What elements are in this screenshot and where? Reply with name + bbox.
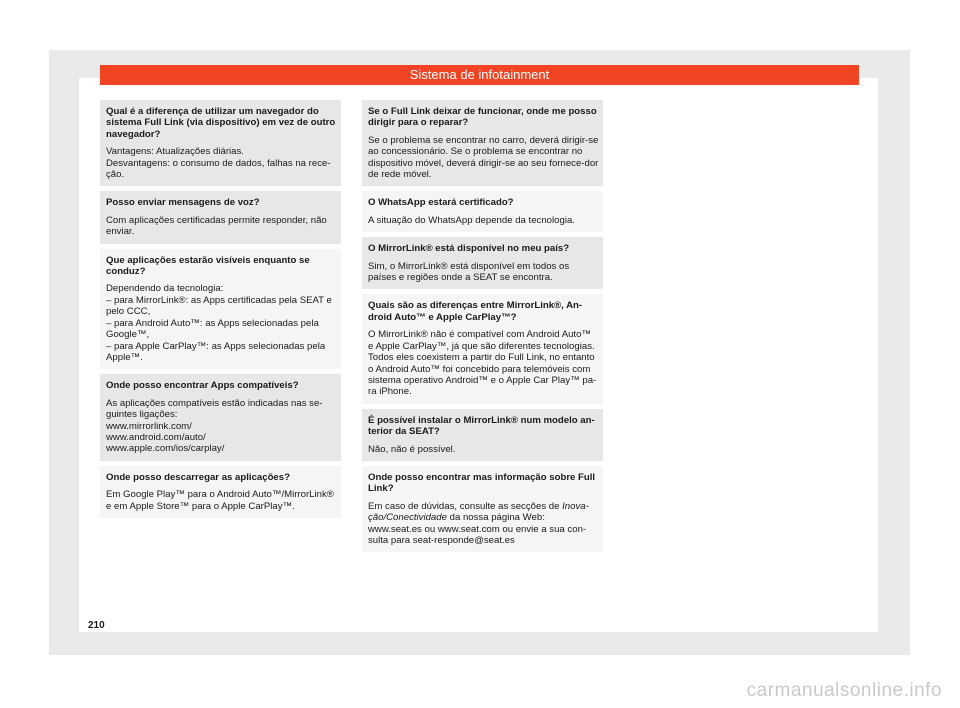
faq-answer: Sim, o MirrorLink® está disponível em todos os países e regiões onde a SEAT se encontra. bbox=[368, 260, 570, 284]
faq-question: Qual é a diferença de utilizar um navegador do sistema Full Link (via dispositivo) em vez de outro navegador? bbox=[106, 106, 336, 140]
faq-question: Se o Full Link deixar de funcionar, onde me posso dirigir para o reparar? bbox=[368, 106, 597, 129]
faq-question: O MirrorLink® está disponível no meu país? bbox=[368, 243, 570, 255]
faq-question: O WhatsApp estará certificado? bbox=[368, 197, 514, 209]
faq-item bbox=[100, 100, 341, 186]
watermark: carmanualsonline.info bbox=[746, 680, 942, 701]
faq-item bbox=[362, 466, 603, 552]
faq-question: Posso enviar mensagens de voz? bbox=[106, 197, 260, 209]
faq-answer-emphasis: Inova-ção/Conectividade bbox=[368, 500, 589, 524]
faq-question: Onde posso encontrar Apps compatíveis? bbox=[106, 380, 299, 392]
faq-item bbox=[362, 237, 603, 289]
faq-item bbox=[100, 191, 341, 243]
faq-answer: Se o problema se encontrar no carro, deverá dirigir-se ao concessionário. Se o problema se encontrar no dispositivo móvel, deverá dirigir-se ao seu fornece-dor de rede móvel. bbox=[368, 134, 599, 181]
faq-question: É possível instalar o MirrorLink® num modelo an-terior da SEAT? bbox=[368, 414, 595, 438]
faq-question: Que aplicações estarão visíveis enquanto se conduz? bbox=[106, 254, 310, 278]
faq-item bbox=[100, 374, 341, 460]
faq-item bbox=[100, 466, 341, 518]
faq-answer bbox=[368, 501, 599, 547]
faq-answer-text: Em caso de dúvidas, consulte as secções de bbox=[368, 500, 563, 512]
faq-item bbox=[100, 249, 341, 370]
faq-answer: Com aplicações certificadas permite responder, não enviar. bbox=[106, 214, 327, 238]
faq-question: Onde posso descarregar as aplicações? bbox=[106, 471, 290, 483]
faq-answer: As aplicações compatíveis estão indicadas nas se-guintes ligações: www.mirrorlink.com/ www.android.com/auto/ www.apple.com/ios/carplay/ bbox=[106, 397, 323, 455]
left-column bbox=[100, 100, 341, 523]
faq-answer: O MirrorLink® não é compatível com Android Auto™ e Apple CarPlay™, já que são diferentes tecnologias. Todos eles coexistem a partir do Full Link, no entanto o Android Auto™ foi concebido para telemóveis com sistema operativo Android™ e o Apple Car Play™ pa-ra iPhone. bbox=[368, 329, 597, 398]
faq-question: Onde posso encontrar mas informação sobre Full Link? bbox=[368, 471, 596, 495]
faq-answer: Não, não é possível. bbox=[368, 443, 456, 455]
faq-answer: Vantagens: Atualizações diárias. Desvantagens: o consumo de dados, falhas na rece-ção. bbox=[106, 146, 331, 181]
faq-item bbox=[362, 294, 603, 403]
faq-answer: A situação do WhatsApp depende da tecnologia. bbox=[368, 214, 575, 226]
faq-answer-text: da nossa página Web: www.seat.es ou www.seat.com ou envie a sua con-sulta para seat-responde@seat.es bbox=[368, 512, 587, 546]
page-number: 210 bbox=[88, 620, 105, 631]
faq-answer: Em Google Play™ para o Android Auto™/MirrorLink® e em Apple Store™ para o Apple CarPlay™. bbox=[106, 489, 334, 512]
faq-answer: Dependendo da tecnologia: – para MirrorLink®: as Apps certificadas pela SEAT e pelo CCC, – para Android Auto™: as Apps selecionadas pela Google™, – para Apple CarPlay™: as Apps selecionadas pela Apple™. bbox=[106, 283, 332, 363]
faq-item bbox=[362, 100, 603, 186]
faq-question: Quais são as diferenças entre MirrorLink®, An-droid Auto™ e Apple CarPlay™? bbox=[368, 300, 583, 323]
faq-item bbox=[362, 409, 603, 461]
section-title: Sistema de infotainment bbox=[409, 67, 550, 82]
section-header bbox=[100, 65, 859, 85]
faq-item bbox=[362, 191, 603, 232]
right-column bbox=[362, 100, 603, 557]
